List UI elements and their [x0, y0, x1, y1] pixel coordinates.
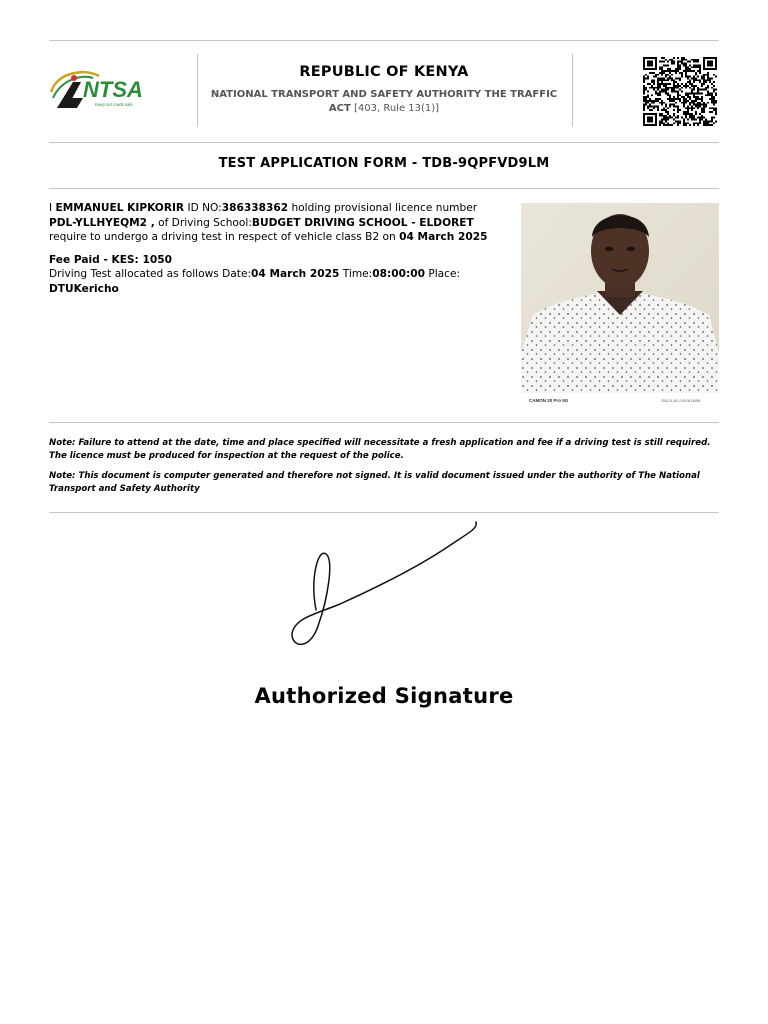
statement-text: ID NO: — [184, 202, 222, 214]
statement-text: Time: — [339, 268, 373, 280]
fee-text: Fee Paid - KES: 1050 — [49, 253, 172, 266]
logo-wordmark: NTSA — [83, 77, 143, 102]
statement-text: Place: — [424, 268, 461, 280]
statement-text: require to undergo a driving test in respect of vehicle class B2 on — [49, 231, 400, 243]
applicant-statement — [49, 201, 511, 245]
licence-number: PDL-YLLHYEQM2 , — [49, 216, 155, 229]
logo-tagline: Keep our roads safe — [95, 102, 133, 107]
fee-paid — [49, 253, 511, 268]
id-number: 386338362 — [221, 202, 289, 214]
allocated-date: 04 March 2025 — [251, 268, 340, 280]
country-title: REPUBLIC OF KENYA — [299, 64, 469, 80]
ntsa-logo — [47, 66, 147, 114]
allocated-time: 08:00:00 — [372, 268, 425, 280]
title-bottom-divider — [49, 188, 719, 189]
statement-text: Driving Test allocated as follows Date: — [49, 268, 252, 280]
header-divider-right — [572, 54, 573, 127]
handwritten-signature — [280, 518, 485, 653]
driving-school: BUDGET DRIVING SCHOOL - ELDORET — [251, 216, 474, 229]
top-divider — [49, 40, 719, 41]
statement-text: holding provisional licence number — [288, 202, 478, 214]
applicant-photo — [521, 203, 719, 408]
allocation-statement — [49, 267, 511, 296]
note-computer-generated: Note: This document is computer generated and therefore not signed. It is valid document issued under the authority of The National Transport and Safety Authority — [49, 471, 700, 494]
test-date: 04 March 2025 — [399, 231, 488, 243]
authority-rule: [403, Rule 13(1)] — [354, 103, 440, 114]
qr-code — [643, 57, 717, 126]
photo-caption-right: 2024-11-08 17:05:36 DNSB — [661, 399, 701, 403]
authority-name: NATIONAL TRANSPORT AND SAFETY AUTHORITY THE TRAFFIC ACT — [210, 89, 558, 114]
header-divider-left — [197, 54, 198, 127]
header-title-block — [205, 64, 563, 116]
statement-text: I — [49, 202, 56, 214]
body-bottom-divider — [49, 422, 719, 423]
photo-caption-left: CAMON 20 Pro 5G — [529, 398, 569, 403]
form-title: TEST APPLICATION FORM - TDB-9QPFVD9LM — [218, 156, 550, 171]
notes-bottom-divider — [49, 512, 719, 513]
applicant-name: EMMANUEL KIPKORIR — [55, 202, 185, 214]
note-attendance: Note: Failure to attend at the date, time and place specified will necessitate a fresh application and fee if a driving test is still required. The licence must be produced for inspection at the request of the police. — [49, 438, 711, 461]
header-bottom-divider — [49, 142, 719, 143]
notes-section — [49, 437, 719, 503]
authority-line — [205, 88, 563, 116]
application-details — [49, 201, 511, 296]
statement-text: of Driving School: — [154, 216, 252, 229]
test-place: DTUKericho — [49, 282, 119, 295]
authorized-signature-label: Authorized Signature — [254, 684, 514, 708]
